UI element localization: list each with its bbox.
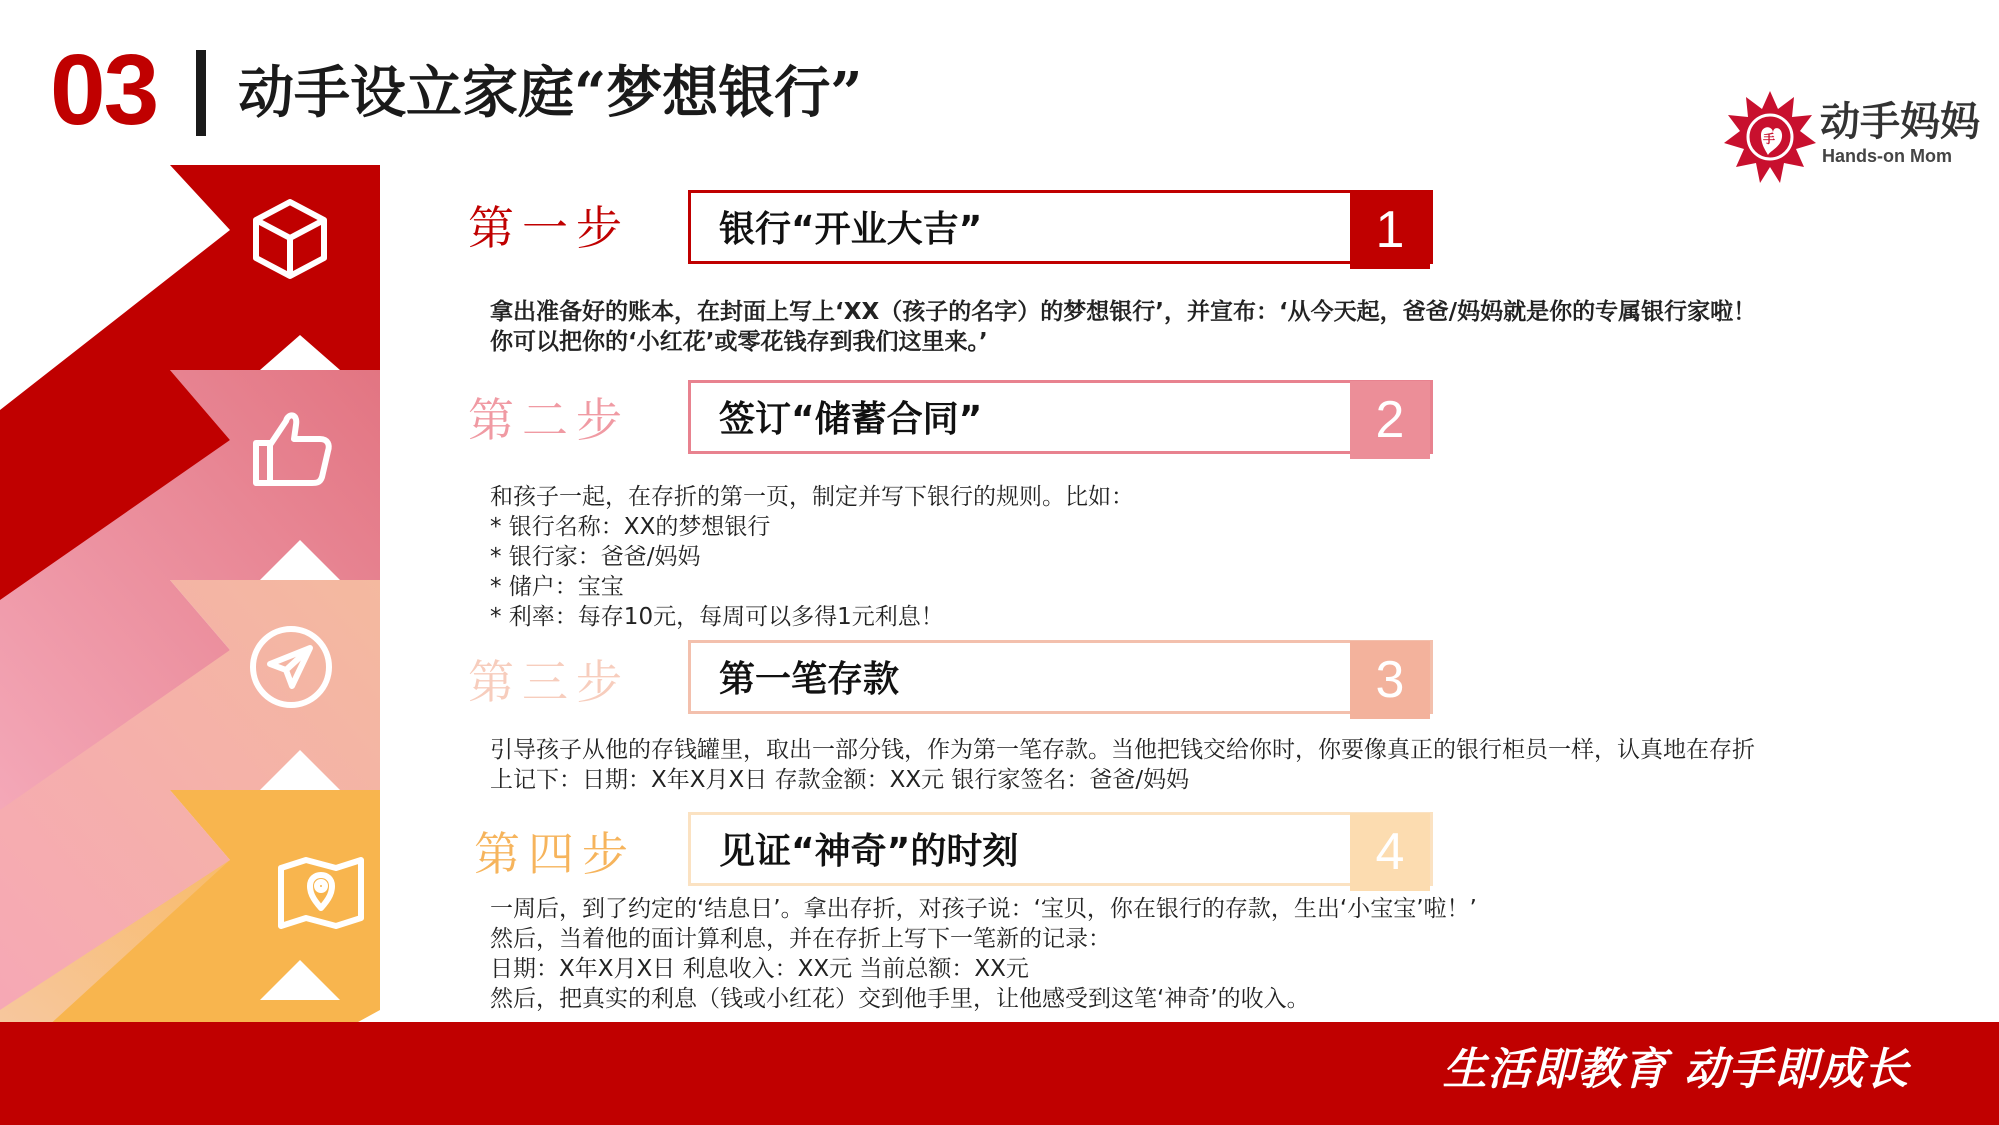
step-4-line: 日期：X年X月X日 利息收入：XX元 当前总额：XX元 — [490, 956, 1029, 982]
step-4-header — [688, 812, 1433, 886]
step-1-number: 1 — [1350, 191, 1430, 269]
step-3-title: 第一笔存款 — [719, 659, 900, 700]
map-pin-icon — [276, 856, 366, 930]
step-2-label: 第二步 — [468, 393, 630, 447]
step-2-description — [490, 482, 1134, 632]
step-3-label: 第三步 — [468, 655, 630, 709]
step-2-line: * 银行家：爸爸/妈妈 — [490, 544, 701, 570]
footer-slogan: 生活即教育 动手即成长 — [1442, 1044, 1909, 1095]
svg-text:手: 手 — [1762, 132, 1776, 146]
logo-sun-icon — [1720, 85, 1820, 185]
step-4-line: 然后，当着他的面计算利息，并在存折上写下一笔新的记录： — [490, 926, 1111, 952]
step-1-title: 银行“开业大吉” — [719, 209, 983, 250]
step-3-header — [688, 640, 1433, 714]
step-4-line: 然后，把真实的利息（钱或小红花）交到他手里，让他感受到这笔‘神奇’的收入。 — [490, 986, 1310, 1012]
step-2-line: 和孩子一起，在存折的第一页，制定并写下银行的规则。比如： — [490, 484, 1134, 510]
thumbs-up-icon — [250, 405, 334, 489]
step-2-line: * 利率：每存10元，每周可以多得1元利息！ — [490, 604, 944, 630]
step-1-label: 第一步 — [468, 201, 630, 255]
step-2-line: * 储户：宝宝 — [490, 574, 624, 600]
step-1-description — [490, 297, 1756, 357]
step-2-title: 签订“储蓄合同” — [719, 399, 983, 440]
step-4-title: 见证“神奇”的时刻 — [719, 831, 1019, 872]
step-3-line: 上记下：日期：X年X月X日 存款金额：XX元 银行家签名：爸爸/妈妈 — [490, 767, 1190, 793]
step-4-label: 第四步 — [474, 827, 636, 881]
step-1-header — [688, 190, 1433, 264]
paper-plane-icon — [248, 624, 334, 710]
section-number: 03 — [50, 34, 158, 146]
step-arrows — [0, 0, 400, 1125]
logo-name: 动手妈妈 — [1820, 99, 1980, 145]
step-3-number: 3 — [1350, 641, 1430, 719]
cube-icon — [248, 196, 332, 280]
step-3-line: 引导孩子从他的存钱罐里，取出一部分钱，作为第一笔存款。当他把钱交给你时，你要像真正的银行柜员一样，认真地在存折 — [490, 737, 1755, 763]
logo-subtitle: Hands-on Mom — [1822, 146, 1952, 166]
step-2-number: 2 — [1350, 381, 1430, 459]
step-3-description — [490, 735, 1755, 795]
step-4-number: 4 — [1350, 813, 1430, 891]
step-4-description — [490, 894, 1477, 1014]
step-1-line: 你可以把你的‘小红花’或零花钱存到我们这里来。’ — [490, 329, 988, 355]
step-2-line: * 银行名称：XX的梦想银行 — [490, 514, 771, 540]
step-4-line: 一周后，到了约定的‘结息日’。拿出存折，对孩子说：‘宝贝，你在银行的存款，生出‘小宝宝’啦！’ — [490, 896, 1477, 922]
page-title: 动手设立家庭“梦想银行” — [238, 60, 863, 126]
step-1-line: 拿出准备好的账本，在封面上写上‘XX（孩子的名字）的梦想银行’，并宣布：‘从今天起，爸爸/妈妈就是你的专属银行家啦！ — [490, 299, 1757, 325]
step-2-header — [688, 380, 1433, 454]
